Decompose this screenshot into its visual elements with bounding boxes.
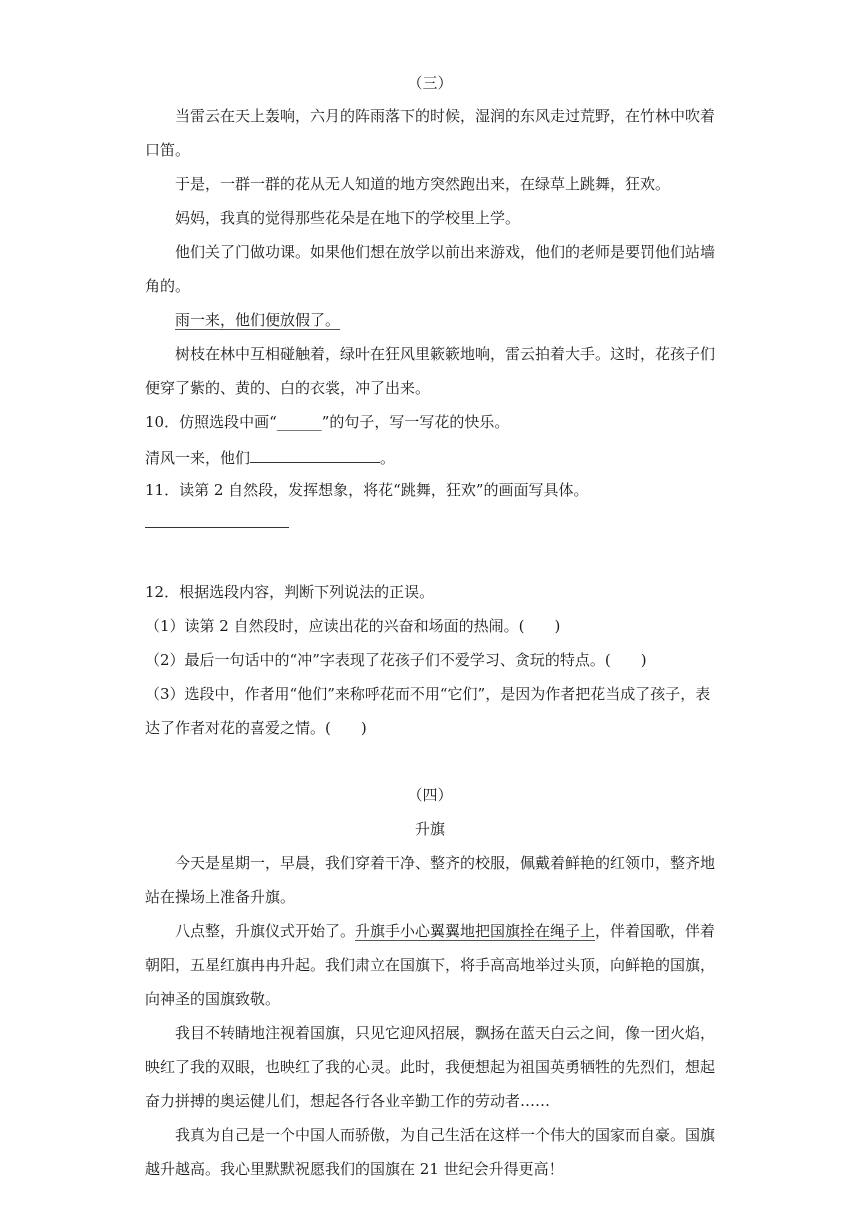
- s4-paragraph-2-line-2: 朝阳，五星红旗冉冉升起。我们肃立在国旗下，将手高高地举过头顶，向鲜艳的国旗，: [145, 956, 716, 974]
- s4-paragraph-3-line-1: 我目不转睛地注视着国旗，只见它迎风招展，飘扬在蓝天白云之间，像一团火焰，: [175, 1024, 716, 1042]
- s4-paragraph-1-line-2: 站在操场上准备升旗。: [145, 888, 296, 906]
- s4-p2-prefix: 八点整，升旗仪式开始了。: [175, 922, 356, 940]
- s3-paragraph-4-line-2: 角的。: [145, 277, 191, 295]
- s4-paragraph-1-line-1: 今天是星期一，早晨，我们穿着干净、整齐的校服，佩戴着鲜艳的红领巾，整齐地: [175, 854, 716, 872]
- question-10: 10．仿照选段中画“______”的句子，写一写花的快乐。: [145, 413, 510, 431]
- question-12: 12．根据选段内容，判断下列说法的正误。: [145, 583, 435, 601]
- s3-paragraph-4-line-1: 他们关了门做功课。如果他们想在放学以前出来游戏，他们的老师是要罚他们站墙: [175, 243, 716, 261]
- s4-p2-underlined: 升旗手小心翼翼地把国旗拴在绳子上: [355, 922, 596, 940]
- question-12-item-1: （1）读第 2 自然段时，应读出花的兴奋和场面的热闹。( ): [145, 617, 561, 635]
- s4-paragraph-3-line-2: 映红了我的双眼，也映红了我的心灵。此时，我便想起为祖国英勇牺牲的先烈们，想起: [145, 1058, 716, 1076]
- s3-paragraph-6-line-2: 便穿了紫的、黄的、白的衣裳，冲了出来。: [145, 379, 431, 397]
- q10-answer-suffix: 。: [380, 449, 396, 467]
- section-3-title: （三）: [407, 74, 453, 92]
- s3-paragraph-3: 妈妈，我真的觉得那些花朵是在地下的学校里上学。: [175, 209, 521, 227]
- s3-paragraph-1-line-1: 当雷云在天上轰响，六月的阵雨落下的时候，湿润的东风走过荒野，在竹林中吹着: [175, 107, 716, 125]
- question-12-item-3-line-2: 达了作者对花的喜爱之情。( ): [145, 719, 367, 737]
- question-11: 11．读第 2 自然段，发挥想象，将花“跳舞，狂欢”的画面写具体。: [145, 481, 589, 499]
- s4-paragraph-3-line-3: 奋力拼搏的奥运健儿们，想起各行各业辛勤工作的劳动者……: [145, 1092, 551, 1110]
- s4-p2-suffix: ，伴着国歌，伴着: [595, 922, 716, 940]
- q11-answer-blank[interactable]: [145, 527, 289, 528]
- s4-paragraph-2-line-1: [175, 921, 715, 941]
- section-4-title: （四）: [407, 786, 453, 804]
- s3-paragraph-2: 于是，一群一群的花从无人知道的地方突然跑出来，在绿草上跳舞，狂欢。: [175, 175, 671, 193]
- s4-paragraph-4-line-2: 越升越高。我心里默默祝愿我们的国旗在 21 世纪会升得更高！: [145, 1160, 564, 1178]
- q10-answer-blank[interactable]: [250, 446, 380, 463]
- s3-paragraph-1-line-2: 口笛。: [145, 141, 191, 159]
- s3-underlined-sentence: [175, 310, 340, 330]
- s4-paragraph-4-line-1: 我真为自己是一个中国人而骄傲，为自己生活在这样一个伟大的国家而自豪。国旗: [175, 1126, 716, 1144]
- question-10-answer-line: [145, 446, 395, 468]
- s3-paragraph-5: 雨一来，他们便放假了。: [175, 311, 341, 329]
- s3-paragraph-6-line-1: 树枝在林中互相碰触着，绿叶在狂风里簌簌地响，雷云拍着大手。这时，花孩子们: [175, 345, 716, 363]
- q10-answer-prefix: 清风一来，他们: [145, 449, 251, 467]
- question-12-item-2: （2）最后一句话中的“冲”字表现了花孩子们不爱学习、贪玩的特点。( ): [145, 651, 647, 669]
- question-12-item-3-line-1: （3）选段中，作者用“他们”来称呼花而不用“它们”，是因为作者把花当成了孩子，表: [145, 685, 711, 703]
- essay-title: 升旗: [414, 820, 445, 838]
- s4-paragraph-2-line-3: 向神圣的国旗致敬。: [145, 990, 281, 1008]
